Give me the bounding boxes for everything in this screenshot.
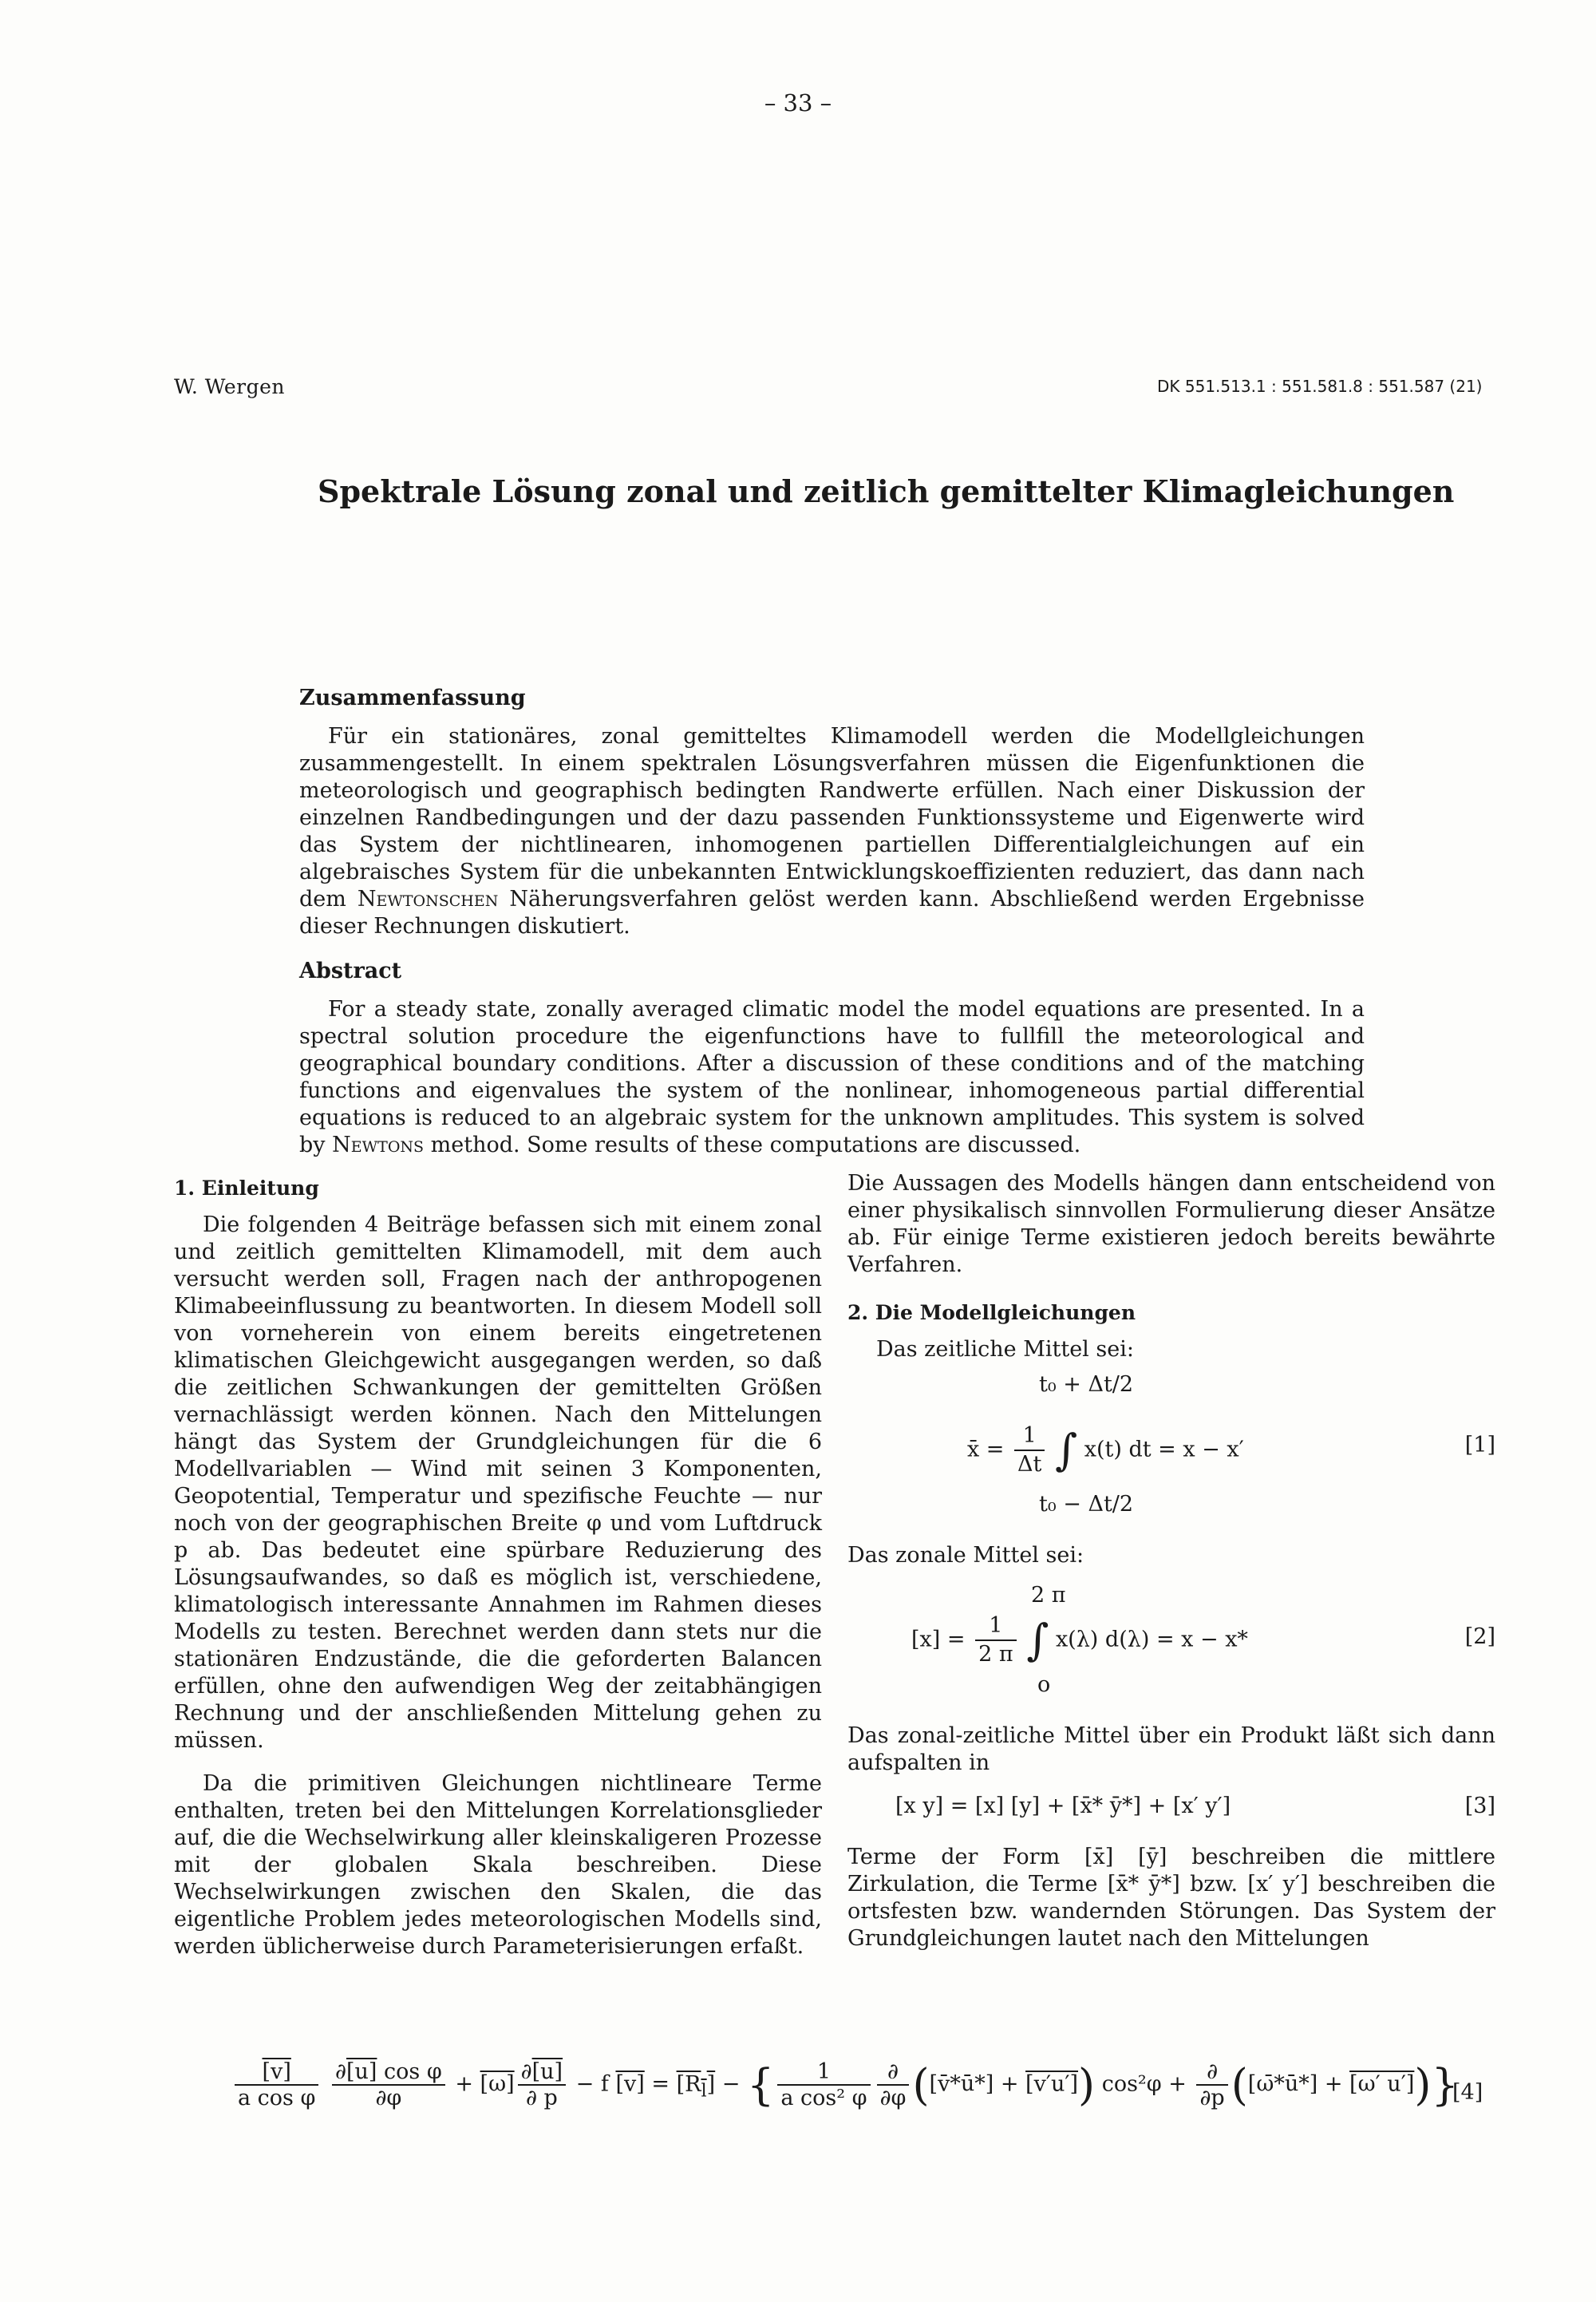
author: W. Wergen [174, 375, 286, 398]
equation-4: $\frac{[v]}{\text{a cos φ}}$ $\frac{\text{∂[u] cos φ}}{\partial\varphi}$ + [ω] $\frac{\partial[u]}{\partial p}$ − f $[v] = [R_l]$ − { $\frac{1}{\text{a cos² φ}}$ $\frac{\partial}{\partial\varphi}$ ([v̄*ū*] + [v′u′]) cos²φ + $\frac{\partial}{\partial p}$ ([ω̄*ū*] + [ω′ u′])} [231, 2059, 1488, 2110]
zusammenfassung-block [299, 685, 1365, 940]
abstract-text: For a steady state, zonally averaged climatic model the model equations are presented. In a spectral solution procedure the eigenfunctions have to fullfill the meteorological and geographical boundary conditions. After a discussion of these conditions and of the matching functions and eigenvalues the system of the nonlinear, inhomogeneous partial differential equations is reduced to an algebraic system for the unknown amplitudes. This system is solved by Newtons method. Some results of these computations are discussed. [299, 997, 1365, 1157]
integral-sign-icon: ∫ [1026, 1615, 1049, 1665]
intro-continuation: Die Aussagen des Modells hängen dann entscheidend von einer physikalisch sinnvollen Formulierung dieser Ansätze ab. Für einige Terme existieren jedoch bereits bewährte Verfahren. [847, 1171, 1495, 1277]
eq3-number: [3] [1464, 1794, 1495, 1818]
eq2-body: x(λ) d(λ) = x − x* [1055, 1627, 1248, 1652]
eq1-coefficient: $\frac{1}{\Delta t}$ [1014, 1422, 1045, 1478]
eq2-lhs: [x] = [911, 1627, 966, 1652]
eq1-number: [1] [1464, 1433, 1495, 1458]
integral-sign-icon: ∫ [1054, 1425, 1078, 1475]
eq1-body: x(t) dt = x − x′ [1084, 1437, 1244, 1462]
eq1-lhs: x̄ = [967, 1437, 1005, 1462]
eq2-upper-limit: 2 π [1031, 1583, 1066, 1608]
left-column [174, 1175, 822, 1976]
zusammenfassung-heading: Zusammenfassung [299, 686, 526, 710]
section1-heading: 1. Einleitung [174, 1177, 319, 1200]
eq3-body: [x y] = [x] [y] + [x̄* ȳ*] + [x′ y′] [895, 1794, 1231, 1818]
equation-2 [847, 1582, 1495, 1702]
eq1-upper-limit: t₀ + Δt/2 [1039, 1372, 1134, 1397]
eq4-number: [4] [1452, 2080, 1483, 2105]
article-title: Spektrale Lösung zonal und zeitlich gemittelter Klimagleichungen [318, 473, 1455, 509]
eq2-number: [2] [1464, 1624, 1495, 1649]
equation-3 [847, 1793, 1495, 1828]
section1-paragraph-2: Da die primitiven Gleichungen nichtlineare Terme enthalten, treten bei den Mittelungen Korrelationsglieder auf, die die Wechselwirkung aller kleinskaligeren Prozesse mit der globalen Skala beschreiben. Diese Wechselwirkungen zwischen den Skalen, die das eigentliche Problem jedes meteorologischen Modells sind, werden üblicherweise durch Parameterisierungen erfaßt. [174, 1771, 822, 1959]
right-column [847, 1170, 1495, 1968]
eq2-intro: Das zonale Mittel sei: [847, 1543, 1084, 1568]
eq1-intro: Das zeitliche Mittel sei: [876, 1337, 1134, 1362]
eq2-coefficient: $\frac{1}{2 \pi}$ [975, 1612, 1017, 1668]
abstract-block [299, 958, 1365, 1159]
eq1-lower-limit: t₀ − Δt/2 [1039, 1492, 1134, 1517]
zusammenfassung-text: Für ein stationäres, zonal gemitteltes Klimamodell werden die Modellgleichungen zusammengestellt. In einem spektralen Lösungsverfahren müssen die Eigenfunktionen die meteorologisch und geographisch bedingten Randwerte erfüllen. Nach einer Diskussion der einzelnen Randbedingungen und der dazu passenden Funktionssysteme und Eigenwerte wird das System der nichtlinearen, inhomogenen partiellen Differentialgleichungen auf ein algebraisches System für die unbekannten Entwicklungskoeffizienten reduziert, das dann nach dem Newtonschen Näherungsverfahren gelöst werden kann. Abschließend werden Ergebnisse dieser Rechnungen diskutiert. [299, 724, 1365, 939]
section1-paragraph-1: Die folgenden 4 Beiträge befassen sich mit einem zonal und zeitlich gemittelten Klimamodell, mit dem auch versucht werden soll, Fragen nach der anthropogenen Klimabeeinflussung zu beantworten. In diesem Modell soll von vorneherein von einem bereits eingetretenen klimatischen Gleichgewicht ausgegangen werden, so daß die zeitlichen Schwankungen der gemittelten Größen vernachlässigt werden können. Nach den Mittelungen hängt das System der Grundgleichungen für die 6 Modellvariablen — Wind mit seinen 3 Komponenten, Geopotential, Temperatur und spezifische Feuchte — nur noch von der geographischen Breite φ und vom Luftdruck p ab. Das bedeutet eine spürbare Reduzierung des Lösungsaufwandes, so daß es möglich ist, verschiedene, klimatologisch interessante Annahmen im Rahmen dieses Modells zu testen. Berechnet werden dann stets nur die stationären Endzustände, die die geforderten Balancen erfüllen, ohne den aufwendigen Weg der zeitabhängigen Rechnung und der anschließenden Mittelung gehen zu müssen. [174, 1212, 822, 1753]
circulation-paragraph: Terme der Form [x̄] [ȳ] beschreiben die mittlere Zirkulation, die Terme [x̄* ȳ*] bzw. [x′ y′] beschreiben die ortsfesten bzw. wandernden Störungen. Das System der Grundgleichungen lautet nach den Mittelungen [847, 1845, 1495, 1951]
equation-1 [847, 1371, 1495, 1531]
abstract-heading: Abstract [299, 959, 402, 983]
dk-classification: DK 551.513.1 : 551.581.8 : 551.587 (21) [1157, 377, 1483, 396]
page-number: – 33 – [764, 89, 832, 117]
section2-heading: 2. Die Modellgleichungen [847, 1301, 1136, 1324]
eq3-intro: Das zonal-zeitliche Mittel über ein Produkt läßt sich dann aufspalten in [847, 1723, 1495, 1775]
eq2-lower-limit: o [1037, 1672, 1051, 1697]
